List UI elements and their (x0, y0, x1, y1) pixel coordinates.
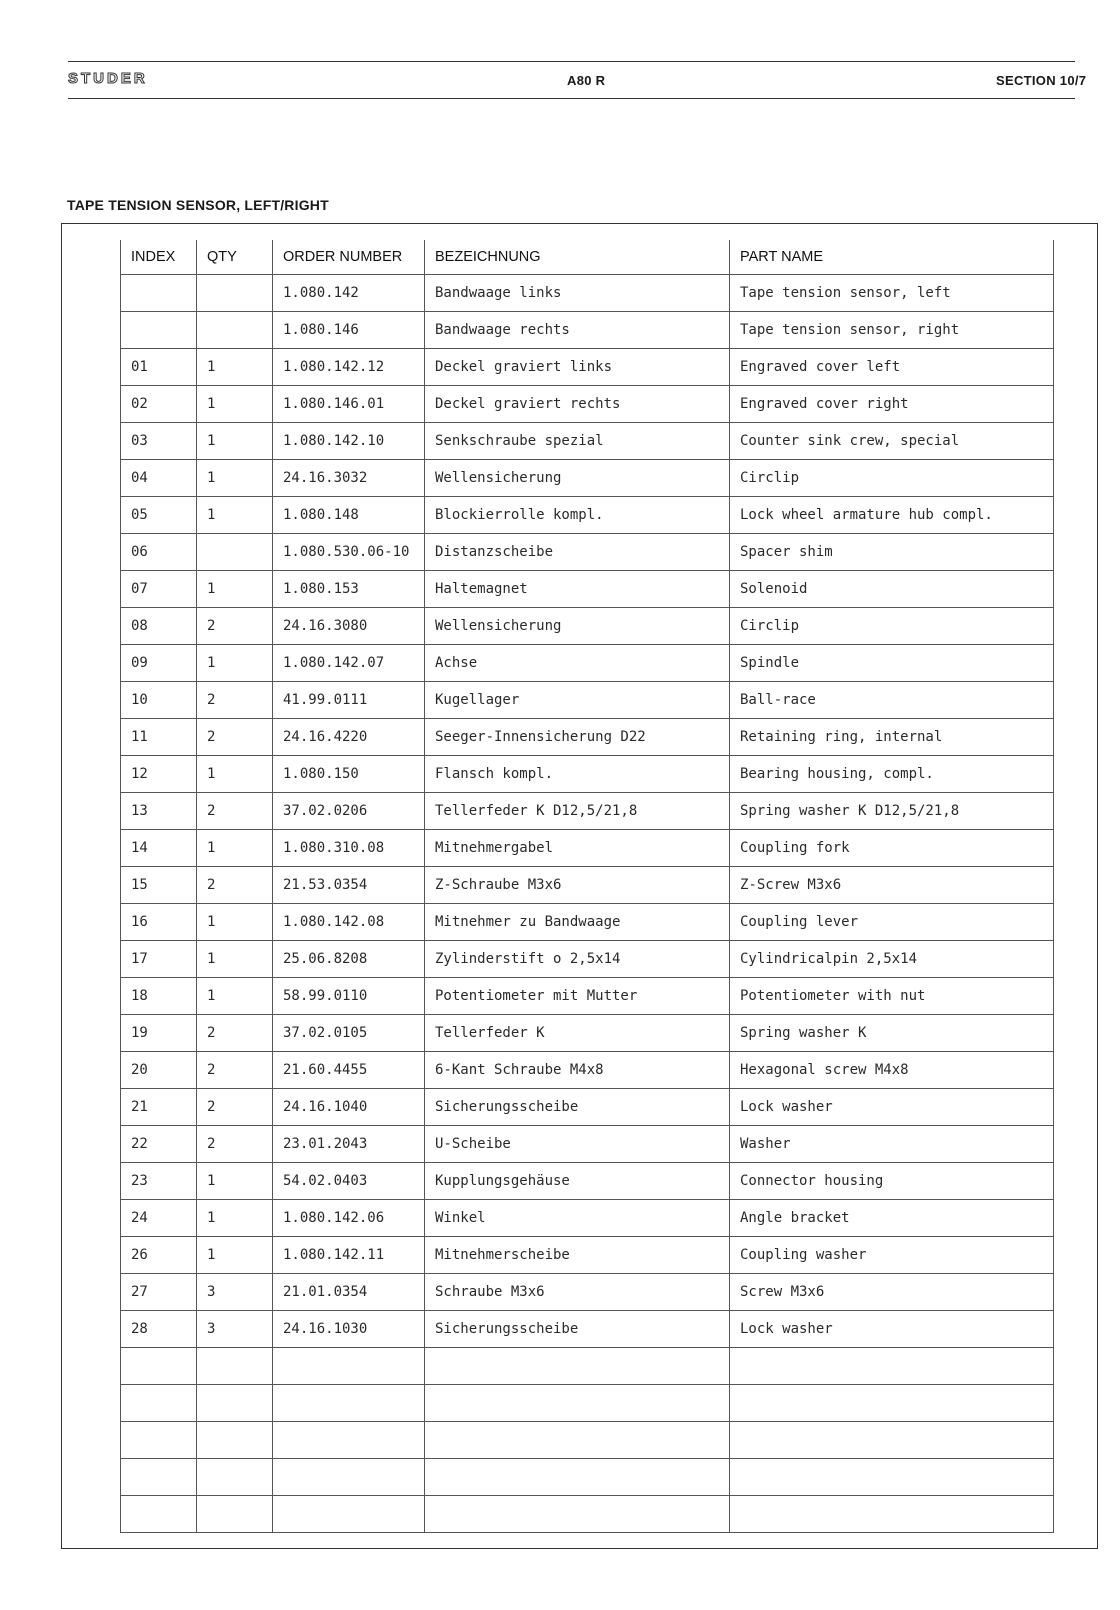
table-row (121, 1089, 1054, 1126)
table-row (121, 1274, 1054, 1311)
table-row (121, 275, 1054, 312)
column-header-index: INDEX (121, 240, 197, 275)
blank-cell (273, 1496, 425, 1533)
cell-index: 10 (121, 682, 197, 719)
cell-order-number: 23.01.2043 (273, 1126, 425, 1163)
cell-part-name: Z-Screw M3x6 (730, 867, 1054, 904)
blank-cell (121, 1422, 197, 1459)
cell-part-name: Lock washer (730, 1311, 1054, 1348)
cell-part-name: Tape tension sensor, left (730, 275, 1054, 312)
cell-index: 14 (121, 830, 197, 867)
cell-part-name: Cylindricalpin 2,5x14 (730, 941, 1054, 978)
blank-cell (273, 1348, 425, 1385)
cell-order-number: 1.080.146 (273, 312, 425, 349)
table-row (121, 1126, 1054, 1163)
table-row (121, 682, 1054, 719)
cell-order-number: 21.01.0354 (273, 1274, 425, 1311)
cell-index: 02 (121, 386, 197, 423)
cell-qty: 2 (197, 719, 273, 756)
cell-index: 18 (121, 978, 197, 1015)
blank-cell (273, 1385, 425, 1422)
blank-cell (121, 1459, 197, 1496)
cell-qty: 1 (197, 1237, 273, 1274)
cell-bezeichnung: Mitnehmergabel (425, 830, 730, 867)
table-row (121, 1052, 1054, 1089)
cell-part-name: Engraved cover right (730, 386, 1054, 423)
blank-table-row (121, 1422, 1054, 1459)
cell-qty: 3 (197, 1311, 273, 1348)
cell-order-number: 21.53.0354 (273, 867, 425, 904)
table-row (121, 978, 1054, 1015)
blank-table-row (121, 1496, 1054, 1533)
cell-bezeichnung: Blockierrolle kompl. (425, 497, 730, 534)
table-row (121, 460, 1054, 497)
cell-index: 20 (121, 1052, 197, 1089)
blank-cell (121, 1348, 197, 1385)
column-header-qty: QTY (197, 240, 273, 275)
cell-index (121, 312, 197, 349)
cell-index: 28 (121, 1311, 197, 1348)
cell-bezeichnung: Schraube M3x6 (425, 1274, 730, 1311)
table-row (121, 904, 1054, 941)
cell-part-name: Circlip (730, 608, 1054, 645)
cell-qty: 1 (197, 349, 273, 386)
cell-bezeichnung: 6-Kant Schraube M4x8 (425, 1052, 730, 1089)
blank-cell (121, 1496, 197, 1533)
table-row (121, 793, 1054, 830)
cell-qty: 2 (197, 1089, 273, 1126)
table-header-row (121, 240, 1054, 275)
table-row (121, 571, 1054, 608)
cell-bezeichnung: Tellerfeder K (425, 1015, 730, 1052)
blank-cell (425, 1348, 730, 1385)
cell-part-name: Circlip (730, 460, 1054, 497)
blank-cell (730, 1459, 1054, 1496)
cell-order-number: 24.16.4220 (273, 719, 425, 756)
table-row (121, 312, 1054, 349)
cell-qty: 1 (197, 571, 273, 608)
cell-order-number: 37.02.0105 (273, 1015, 425, 1052)
cell-part-name: Hexagonal screw M4x8 (730, 1052, 1054, 1089)
cell-bezeichnung: Tellerfeder K D12,5/21,8 (425, 793, 730, 830)
blank-cell (425, 1496, 730, 1533)
cell-bezeichnung: U-Scheibe (425, 1126, 730, 1163)
table-row (121, 1311, 1054, 1348)
cell-order-number: 41.99.0111 (273, 682, 425, 719)
cell-order-number: 37.02.0206 (273, 793, 425, 830)
table-row (121, 608, 1054, 645)
cell-qty: 2 (197, 682, 273, 719)
cell-part-name: Angle bracket (730, 1200, 1054, 1237)
blank-table-row (121, 1348, 1054, 1385)
cell-order-number: 58.99.0110 (273, 978, 425, 1015)
table-row (121, 423, 1054, 460)
cell-order-number: 1.080.142.12 (273, 349, 425, 386)
cell-bezeichnung: Distanzscheibe (425, 534, 730, 571)
cell-order-number: 1.080.142.11 (273, 1237, 425, 1274)
cell-bezeichnung: Achse (425, 645, 730, 682)
cell-index: 01 (121, 349, 197, 386)
cell-index: 11 (121, 719, 197, 756)
column-header-bezeichnung: BEZEICHNUNG (425, 240, 730, 275)
blank-cell (197, 1348, 273, 1385)
cell-index: 15 (121, 867, 197, 904)
cell-bezeichnung: Deckel graviert links (425, 349, 730, 386)
cell-part-name: Counter sink crew, special (730, 423, 1054, 460)
cell-qty: 2 (197, 1126, 273, 1163)
cell-order-number: 1.080.530.06-10 (273, 534, 425, 571)
table-row (121, 497, 1054, 534)
cell-index: 08 (121, 608, 197, 645)
cell-order-number: 54.02.0403 (273, 1163, 425, 1200)
document-title: TAPE TENSION SENSOR, LEFT/RIGHT (67, 197, 329, 213)
cell-qty (197, 312, 273, 349)
cell-index: 13 (121, 793, 197, 830)
cell-qty: 1 (197, 386, 273, 423)
cell-qty: 1 (197, 978, 273, 1015)
cell-part-name: Spring washer K (730, 1015, 1054, 1052)
cell-qty: 1 (197, 645, 273, 682)
blank-table-row (121, 1459, 1054, 1496)
cell-part-name: Ball-race (730, 682, 1054, 719)
cell-part-name: Coupling lever (730, 904, 1054, 941)
cell-qty: 1 (197, 904, 273, 941)
cell-order-number: 24.16.1040 (273, 1089, 425, 1126)
cell-order-number: 1.080.142.10 (273, 423, 425, 460)
table-row (121, 386, 1054, 423)
table-row (121, 1237, 1054, 1274)
cell-part-name: Connector housing (730, 1163, 1054, 1200)
blank-cell (425, 1422, 730, 1459)
blank-cell (197, 1459, 273, 1496)
parts-table-body (121, 275, 1054, 1533)
cell-order-number: 1.080.142.08 (273, 904, 425, 941)
cell-bezeichnung: Deckel graviert rechts (425, 386, 730, 423)
blank-cell (730, 1496, 1054, 1533)
blank-cell (273, 1459, 425, 1496)
cell-qty: 1 (197, 460, 273, 497)
cell-qty: 2 (197, 1015, 273, 1052)
cell-index: 16 (121, 904, 197, 941)
table-row (121, 645, 1054, 682)
cell-part-name: Engraved cover left (730, 349, 1054, 386)
cell-part-name: Bearing housing, compl. (730, 756, 1054, 793)
blank-cell (197, 1496, 273, 1533)
cell-part-name: Potentiometer with nut (730, 978, 1054, 1015)
cell-bezeichnung: Bandwaage links (425, 275, 730, 312)
cell-bezeichnung: Winkel (425, 1200, 730, 1237)
table-row (121, 719, 1054, 756)
blank-table-row (121, 1385, 1054, 1422)
cell-part-name: Spindle (730, 645, 1054, 682)
table-row (121, 1163, 1054, 1200)
blank-cell (197, 1422, 273, 1459)
cell-bezeichnung: Senkschraube spezial (425, 423, 730, 460)
blank-cell (197, 1385, 273, 1422)
cell-part-name: Spring washer K D12,5/21,8 (730, 793, 1054, 830)
blank-cell (730, 1422, 1054, 1459)
blank-cell (730, 1348, 1054, 1385)
cell-qty: 2 (197, 1052, 273, 1089)
cell-part-name: Tape tension sensor, right (730, 312, 1054, 349)
cell-order-number: 1.080.310.08 (273, 830, 425, 867)
cell-bezeichnung: Sicherungsscheibe (425, 1311, 730, 1348)
cell-part-name: Solenoid (730, 571, 1054, 608)
cell-qty: 1 (197, 1163, 273, 1200)
cell-index: 05 (121, 497, 197, 534)
parts-table (120, 240, 1054, 1533)
cell-index: 17 (121, 941, 197, 978)
cell-order-number: 1.080.142 (273, 275, 425, 312)
cell-bezeichnung: Zylinderstift o 2,5x14 (425, 941, 730, 978)
cell-part-name: Lock washer (730, 1089, 1054, 1126)
table-row (121, 941, 1054, 978)
cell-qty: 1 (197, 1200, 273, 1237)
cell-index: 27 (121, 1274, 197, 1311)
cell-index (121, 275, 197, 312)
cell-order-number: 1.080.150 (273, 756, 425, 793)
column-header-part-name: PART NAME (730, 240, 1054, 275)
cell-index: 19 (121, 1015, 197, 1052)
section-label: SECTION 10/7 (996, 73, 1087, 88)
cell-order-number: 1.080.142.07 (273, 645, 425, 682)
cell-qty: 1 (197, 497, 273, 534)
cell-qty (197, 275, 273, 312)
table-row (121, 867, 1054, 904)
blank-cell (730, 1385, 1054, 1422)
model-label: A80 R (567, 73, 606, 88)
cell-qty: 1 (197, 830, 273, 867)
cell-order-number: 1.080.153 (273, 571, 425, 608)
cell-bezeichnung: Flansch kompl. (425, 756, 730, 793)
cell-bezeichnung: Z-Schraube M3x6 (425, 867, 730, 904)
cell-bezeichnung: Kupplungsgehäuse (425, 1163, 730, 1200)
blank-cell (273, 1422, 425, 1459)
cell-bezeichnung: Haltemagnet (425, 571, 730, 608)
cell-order-number: 24.16.3080 (273, 608, 425, 645)
blank-cell (425, 1385, 730, 1422)
cell-bezeichnung: Mitnehmerscheibe (425, 1237, 730, 1274)
cell-qty: 1 (197, 423, 273, 460)
table-row (121, 830, 1054, 867)
cell-qty: 2 (197, 793, 273, 830)
table-row (121, 1015, 1054, 1052)
cell-qty: 1 (197, 756, 273, 793)
cell-index: 04 (121, 460, 197, 497)
table-row (121, 756, 1054, 793)
cell-index: 21 (121, 1089, 197, 1126)
cell-index: 22 (121, 1126, 197, 1163)
cell-qty: 1 (197, 941, 273, 978)
header-top-rule (68, 61, 1075, 62)
cell-order-number: 24.16.3032 (273, 460, 425, 497)
cell-index: 24 (121, 1200, 197, 1237)
cell-bezeichnung: Sicherungsscheibe (425, 1089, 730, 1126)
cell-part-name: Spacer shim (730, 534, 1054, 571)
blank-cell (121, 1385, 197, 1422)
cell-index: 09 (121, 645, 197, 682)
table-row (121, 534, 1054, 571)
cell-index: 12 (121, 756, 197, 793)
table-row (121, 1200, 1054, 1237)
cell-order-number: 25.06.8208 (273, 941, 425, 978)
cell-qty: 3 (197, 1274, 273, 1311)
cell-order-number: 24.16.1030 (273, 1311, 425, 1348)
cell-index: 23 (121, 1163, 197, 1200)
studer-logo: STUDER (68, 70, 148, 87)
cell-part-name: Washer (730, 1126, 1054, 1163)
cell-qty: 2 (197, 608, 273, 645)
column-header-order-number: ORDER NUMBER (273, 240, 425, 275)
cell-order-number: 1.080.142.06 (273, 1200, 425, 1237)
header-bottom-rule (68, 98, 1075, 99)
cell-bezeichnung: Mitnehmer zu Bandwaage (425, 904, 730, 941)
cell-bezeichnung: Potentiometer mit Mutter (425, 978, 730, 1015)
cell-bezeichnung: Seeger-Innensicherung D22 (425, 719, 730, 756)
cell-index: 03 (121, 423, 197, 460)
cell-index: 26 (121, 1237, 197, 1274)
cell-index: 06 (121, 534, 197, 571)
table-row (121, 349, 1054, 386)
cell-order-number: 1.080.146.01 (273, 386, 425, 423)
blank-cell (425, 1459, 730, 1496)
cell-part-name: Retaining ring, internal (730, 719, 1054, 756)
cell-part-name: Coupling washer (730, 1237, 1054, 1274)
cell-part-name: Lock wheel armature hub compl. (730, 497, 1054, 534)
cell-qty: 2 (197, 867, 273, 904)
cell-order-number: 1.080.148 (273, 497, 425, 534)
cell-order-number: 21.60.4455 (273, 1052, 425, 1089)
cell-bezeichnung: Bandwaage rechts (425, 312, 730, 349)
cell-part-name: Screw M3x6 (730, 1274, 1054, 1311)
cell-bezeichnung: Kugellager (425, 682, 730, 719)
cell-bezeichnung: Wellensicherung (425, 460, 730, 497)
cell-index: 07 (121, 571, 197, 608)
cell-part-name: Coupling fork (730, 830, 1054, 867)
cell-bezeichnung: Wellensicherung (425, 608, 730, 645)
cell-qty (197, 534, 273, 571)
